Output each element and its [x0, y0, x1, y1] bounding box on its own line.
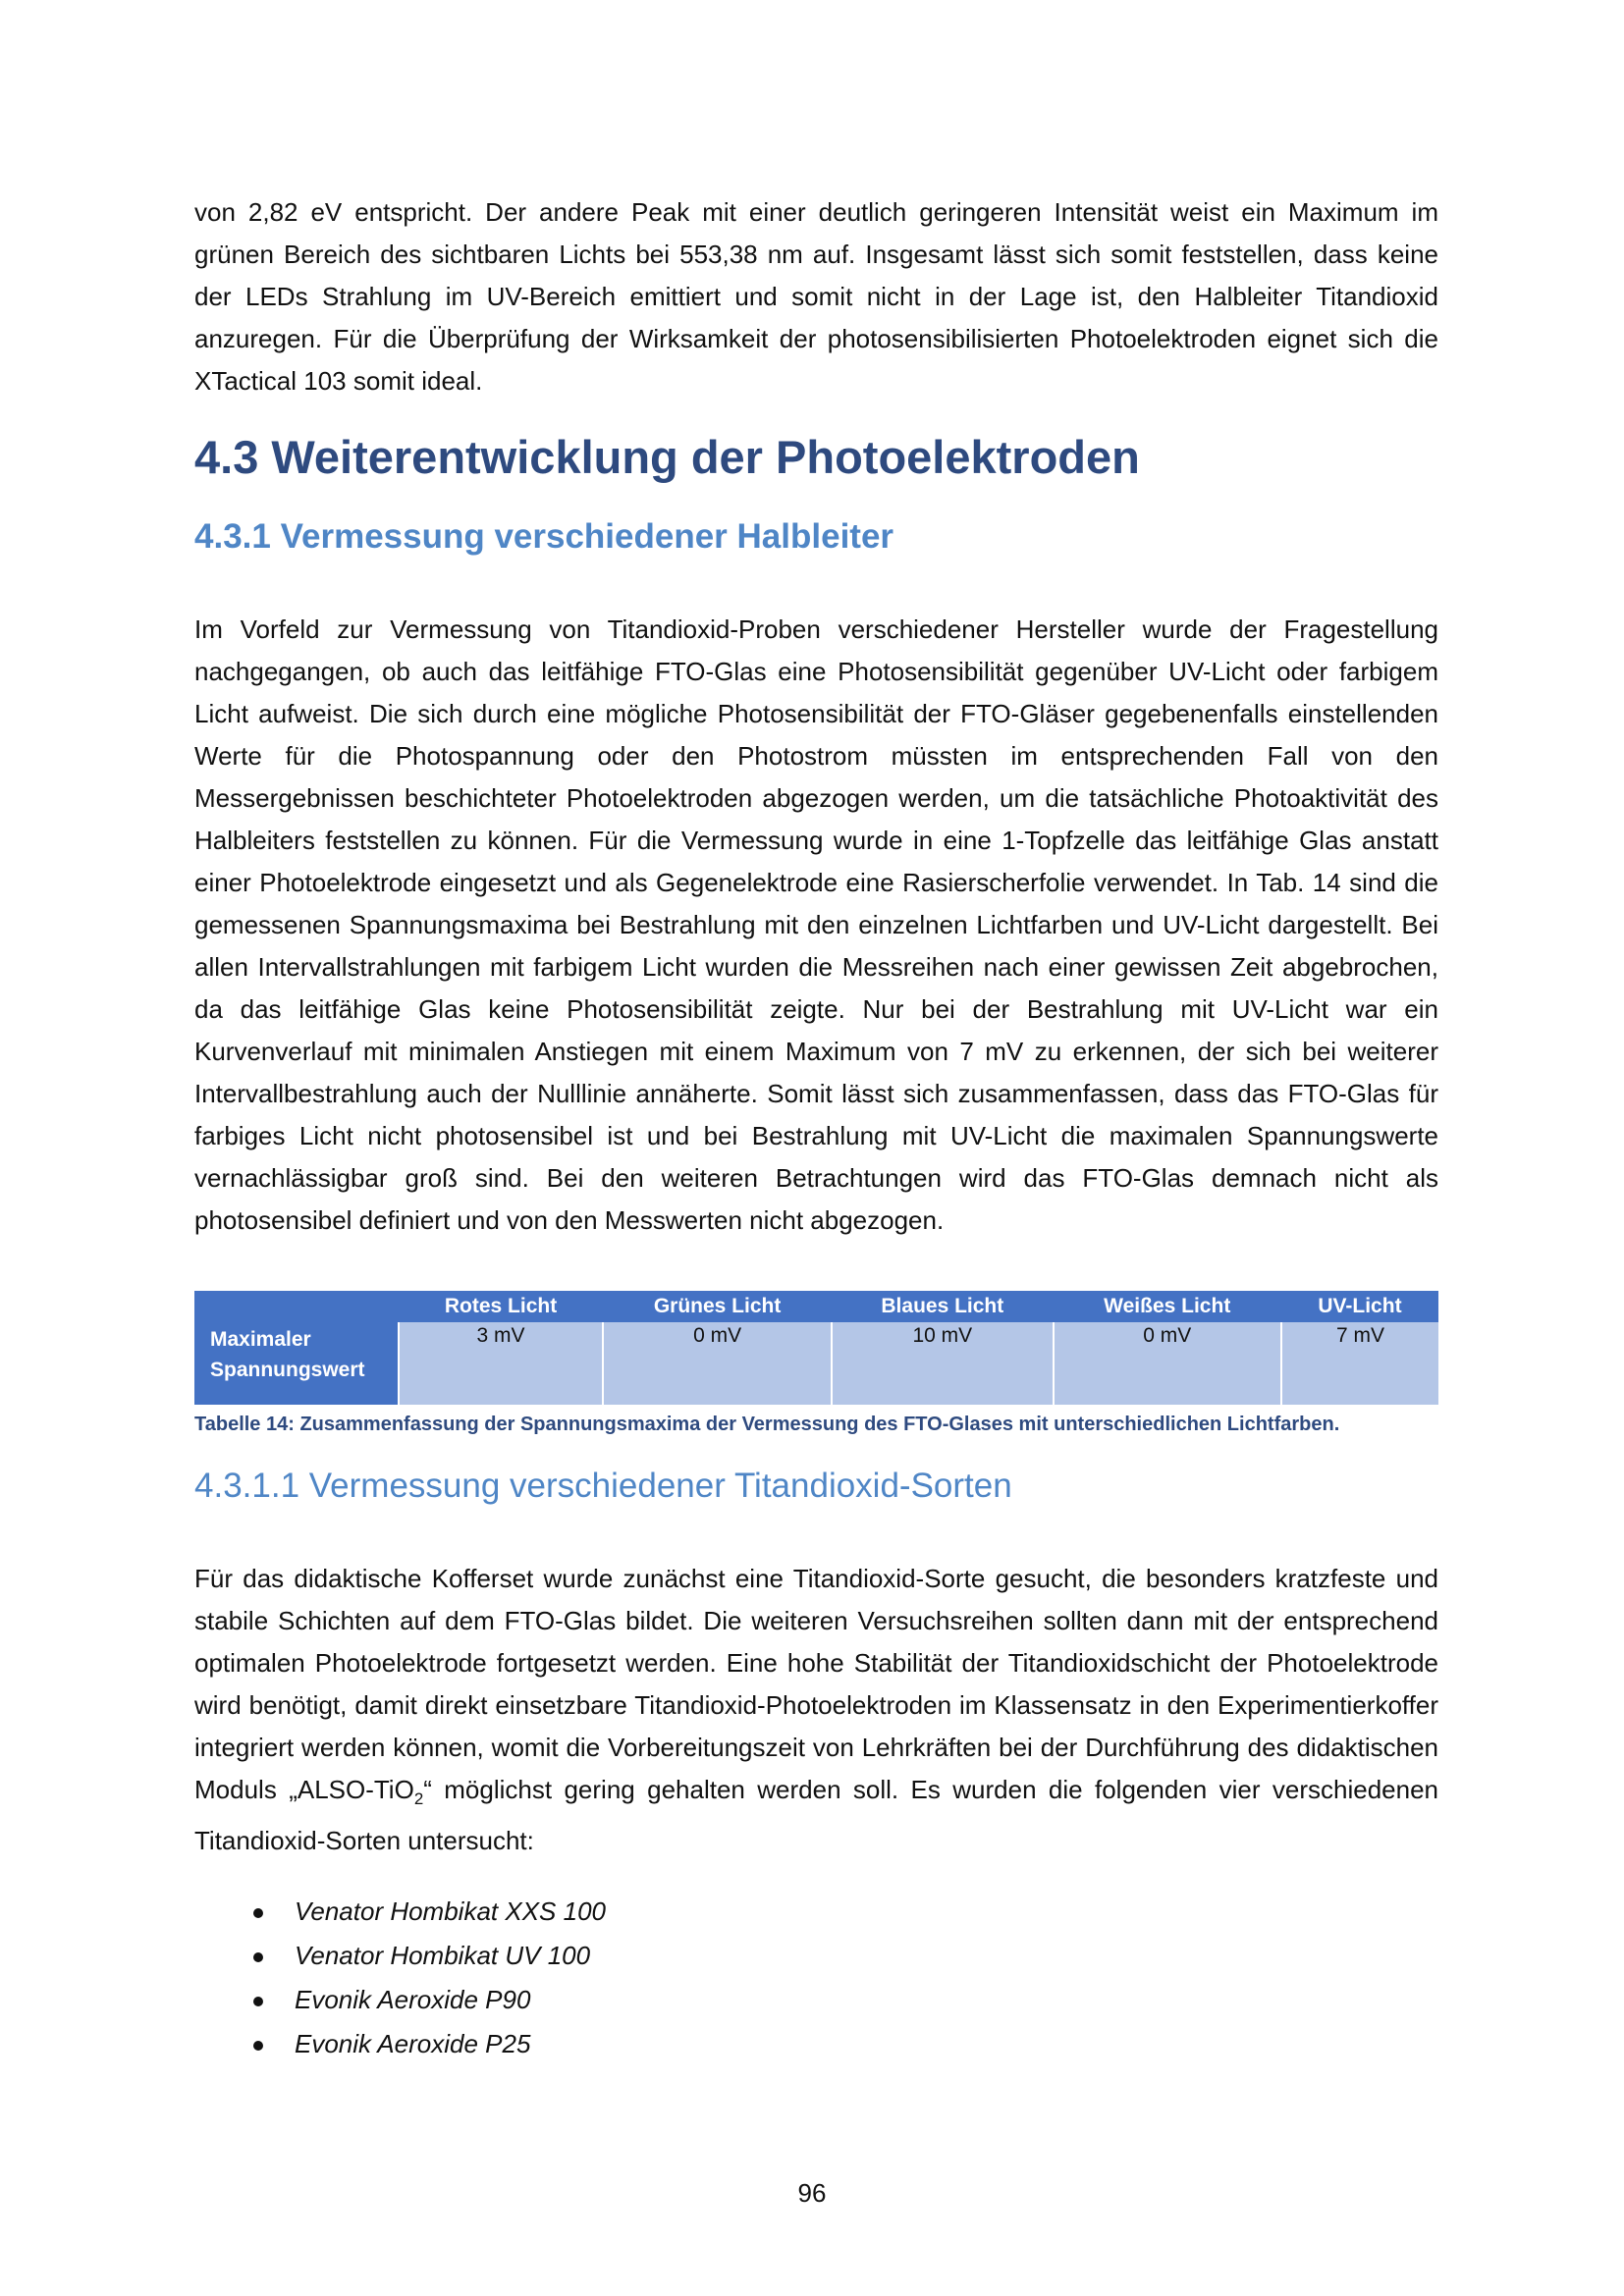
- fto-paragraph: Im Vorfeld zur Vermessung von Titandioxid-Proben verschiedener Hersteller wurde der Fragestellung nachgegangen, ob auch das leitfähige FTO-Glas eine Photosensibilität gegenüber UV-Licht oder farbigem Licht aufweist. Die sich durch eine mögliche Photosensibilität der FTO-Gläser gegebenenfalls einstellenden Werte für die Photospannung oder den Photostrom müssten im entsprechenden Fall von den Messergebnissen beschichteter Photoelektroden abgezogen werden, um die tatsächliche Photoaktivität des Halbleiters feststellen zu können. Für die Vermessung wurde in eine 1-Topfzelle das leitfähige Glas anstatt einer Photoelektrode eingesetzt und als Gegenelektrode eine Rasierscherfolie verwendet. In Tab. 14 sind die gemessenen Spannungsmaxima bei Bestrahlung mit den einzelnen Lichtfarben und UV-Licht dargestellt. Bei allen Intervallstrahlungen mit farbigem Licht wurden die Messreihen nach einer gewissen Zeit abgebrochen, da das leitfähige Glas keine Photosensibilität zeigte. Nur bei der Bestrahlung mit UV-Licht war ein Kurvenverlauf mit minimalen Anstiegen mit einem Maximum von 7 mV zu erkennen, der sich bei weiterer Intervallbestrahlung auch der Nulllinie annäherte. Somit lässt sich zusammenfassen, dass das FTO-Glas für farbiges Licht nicht photosensibel ist und bei Bestrahlung mit UV-Licht die maximalen Spannungswerte vernachlässigbar groß sind. Bei den weiteren Betrachtungen wird das FTO-Glas demnach nicht als photosensibel definiert und von den Messwerten nicht abgezogen.: [194, 614, 1438, 1235]
- list-item-label: Venator Hombikat XXS 100: [295, 1896, 606, 1927]
- table-cell: 7 mV: [1281, 1322, 1438, 1405]
- table-header-row: [194, 1291, 1438, 1322]
- table-cell: 3 mV: [399, 1322, 603, 1405]
- bullet-icon: [253, 1952, 263, 1962]
- table-column-header: UV-Licht: [1281, 1291, 1438, 1322]
- bullet-icon: [253, 1997, 263, 2006]
- list-item: [194, 1890, 1438, 1934]
- table-row: [194, 1322, 1438, 1405]
- tio2-subscript: 2: [413, 1789, 424, 1809]
- intro-paragraph: von 2,82 eV entspricht. Der andere Peak mit einer deutlich geringeren Intensität weist ein Maximum im grünen Bereich des sichtbaren Lichts bei 553,38 nm auf. Insgesamt lässt sich somit feststellen, dass keine der LEDs Strahlung im UV-Bereich emittiert und somit nicht in der Lage ist, den Halbleiter Titandioxid anzuregen. Für die Überprüfung der Wirksamkeit der photosensibilisierten Photoelektroden eignet sich die XTactical 103 somit ideal.: [194, 197, 1438, 396]
- page-number: 96: [797, 2178, 827, 2208]
- tio2-types-list: [194, 1890, 1438, 2066]
- row-label-line2: Spannungswert: [210, 1359, 365, 1381]
- table-row-header: [194, 1322, 399, 1405]
- table-column-header: Grünes Licht: [603, 1291, 832, 1322]
- bullet-icon: [253, 2041, 263, 2051]
- table-cell: 10 mV: [832, 1322, 1053, 1405]
- table-column-header: Weißes Licht: [1054, 1291, 1281, 1322]
- tio2-text-after: “ möglichst gering gehalten werden soll. Es wurden die folgenden vier verschiedenen Titandioxid-Sorten untersucht:: [194, 1775, 1438, 1856]
- list-item-label: Evonik Aeroxide P90: [295, 1985, 531, 2015]
- page-content: [194, 191, 1438, 2066]
- section-heading: 4.3 Weiterentwicklung der Photoelektroden: [194, 431, 1140, 483]
- subsection-heading: 4.3.1 Vermessung verschiedener Halbleiter: [194, 517, 894, 556]
- table-corner-cell: [194, 1291, 399, 1322]
- list-item: [194, 2022, 1438, 2066]
- table-cell: 0 mV: [1054, 1322, 1281, 1405]
- row-label-line1: Maximaler: [210, 1328, 311, 1351]
- bullet-icon: [253, 1908, 263, 1918]
- tio2-paragraph: [194, 1558, 1438, 1862]
- table-cell: 0 mV: [603, 1322, 832, 1405]
- voltage-table: [194, 1291, 1438, 1405]
- list-item-label: Venator Hombikat UV 100: [295, 1941, 591, 1971]
- table-caption: Tabelle 14: Zusammenfassung der Spannungsmaxima der Vermessung des FTO-Glases mit unterschiedlichen Lichtfarben.: [194, 1414, 1340, 1435]
- list-item: [194, 1934, 1438, 1978]
- table-column-header: Rotes Licht: [399, 1291, 603, 1322]
- table-column-header: Blaues Licht: [832, 1291, 1053, 1322]
- subsubsection-heading: 4.3.1.1 Vermessung verschiedener Titandioxid-Sorten: [194, 1467, 1012, 1505]
- list-item-label: Evonik Aeroxide P25: [295, 2029, 531, 2059]
- list-item: [194, 1978, 1438, 2022]
- tio2-text-before: Für das didaktische Kofferset wurde zunächst eine Titandioxid-Sorte gesucht, die besonders kratzfeste und stabile Schichten auf dem FTO-Glas bildet. Die weiteren Versuchsreihen sollten dann mit der entsprechend optimalen Photoelektrode fortgesetzt werden. Eine hohe Stabilität der Titandioxidschicht der Photoelektrode wird benötigt, damit direkt einsetzbare Titandioxid-Photoelektroden im Klassensatz in den Experimentierkoffer integriert werden können, womit die Vorbereitungszeit von Lehrkräften bei der Durchführung des didaktischen Moduls „ALSO-TiO: [194, 1564, 1438, 1804]
